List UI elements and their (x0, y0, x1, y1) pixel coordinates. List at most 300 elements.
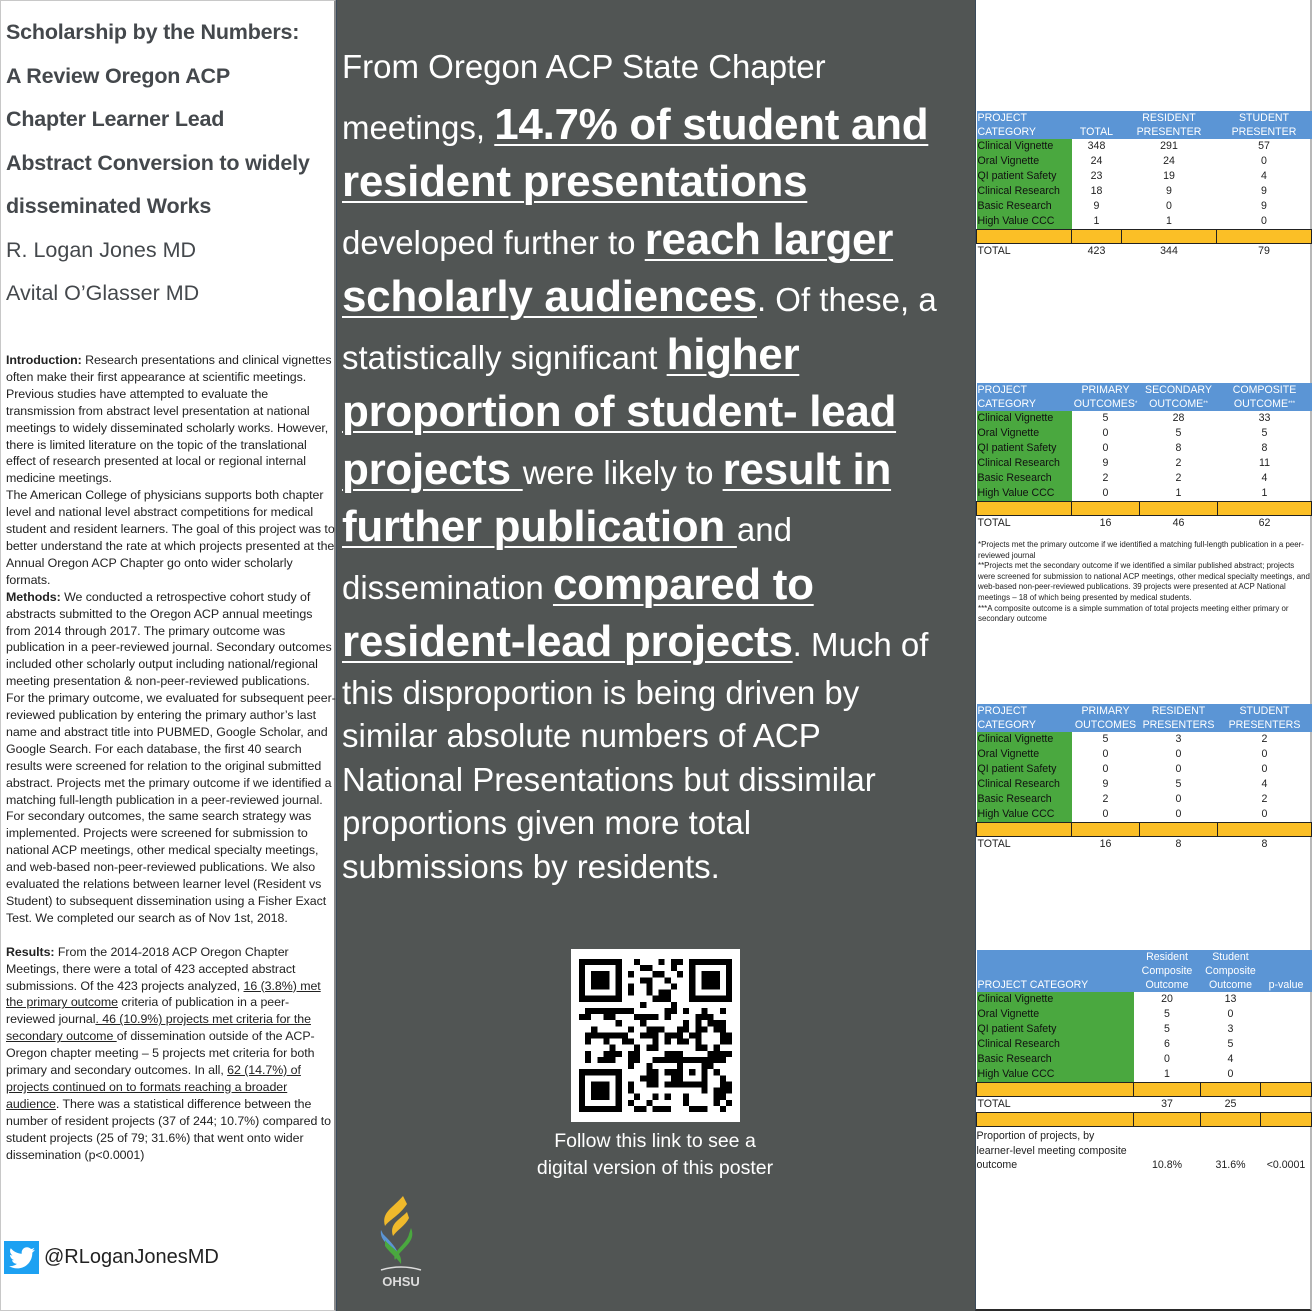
separator-cell (1140, 823, 1218, 837)
value-cell: 5 (1164, 1008, 1170, 1020)
value-cell: 5 (1227, 1038, 1234, 1050)
value-cell: 1 (1093, 215, 1100, 227)
total-value (1261, 1097, 1312, 1113)
key-message-emphasis: proportion of student- lead (342, 387, 897, 436)
qr-module (683, 1039, 689, 1045)
value-cell: 0 (1102, 763, 1109, 775)
value-cell: 5 (1102, 733, 1109, 745)
category-cell: Basic Research (977, 471, 1072, 486)
composite-outcomes-table (976, 950, 1312, 1173)
key-message-text: were likely to (522, 453, 723, 491)
qr-module (610, 1008, 616, 1014)
value-cell: 9 (1102, 778, 1109, 790)
key-message (342, 38, 974, 888)
category-cell: Clinical Vignette (977, 732, 1072, 747)
table-row (977, 411, 1312, 426)
qr-module (585, 1057, 591, 1063)
value-cell: 5 (1175, 778, 1182, 790)
value-cell: 0 (1102, 442, 1109, 454)
qr-module (585, 1032, 591, 1038)
qr-module (726, 1081, 732, 1087)
qr-module (665, 996, 671, 1002)
key-message-line (342, 211, 974, 269)
qr-module (659, 1026, 665, 1032)
qr-caption-line: Follow this link to see a (554, 1130, 756, 1152)
value-cell: 0 (1261, 748, 1268, 760)
qr-module (701, 1026, 707, 1032)
key-message-line (342, 268, 974, 326)
ohsu-logo (371, 1190, 431, 1290)
qr-module (665, 1032, 671, 1038)
column-header: PROJECT CATEGORY (977, 383, 1072, 411)
qr-module (646, 1069, 652, 1075)
category-cell: Oral Vignette (977, 747, 1072, 762)
poster-title-line: disseminated Works (6, 194, 212, 218)
value-cell: 348 (1087, 140, 1106, 152)
key-message-line (342, 326, 974, 384)
qr-module (665, 1081, 671, 1087)
qr-module (652, 1094, 658, 1100)
qr-module (591, 1081, 609, 1099)
table-footnotes (978, 540, 1310, 625)
category-cell: Clinical Research (977, 456, 1072, 471)
qr-module (695, 1032, 701, 1038)
value-cell: 18 (1090, 185, 1103, 197)
qr-module (597, 1008, 603, 1014)
total-row (977, 516, 1312, 532)
value-cell: 9 (1166, 185, 1172, 197)
table-row (977, 169, 1312, 184)
qr-module (646, 990, 652, 996)
key-message-line: From Oregon ACP State Chapter (342, 48, 826, 85)
qr-module (714, 1051, 720, 1057)
qr-module (708, 1051, 714, 1057)
value-cell: 0 (1175, 793, 1182, 805)
value-cell: 0 (1175, 748, 1182, 760)
column-header: RESIDENT PRESENTER (1122, 111, 1217, 139)
value-cell: 291 (1160, 140, 1178, 152)
qr-module (683, 1020, 689, 1026)
twitter-handle: @RLoganJonesMD (44, 1246, 219, 1268)
value-cell (1261, 1067, 1312, 1083)
separator-row (977, 1083, 1312, 1097)
table-row (977, 199, 1312, 214)
qr-module (634, 1057, 640, 1063)
category-cell: Clinical Research (977, 777, 1072, 792)
qr-module (640, 965, 646, 971)
qr-module (646, 1045, 652, 1051)
qr-module (677, 1051, 683, 1057)
qr-module (597, 1057, 603, 1063)
qr-module (714, 1088, 720, 1094)
separator-cell (1072, 823, 1140, 837)
qr-module (701, 971, 719, 989)
qr-module (646, 983, 652, 989)
qr-module (720, 1039, 726, 1045)
category-cell: Clinical Vignette (977, 139, 1072, 154)
key-message-line: proportions given more total (342, 804, 752, 841)
value-cell: 24 (1163, 155, 1175, 167)
qr-module (659, 1057, 665, 1063)
qr-module (628, 1026, 634, 1032)
separator-row (977, 1113, 1312, 1127)
qr-module (665, 1069, 671, 1075)
qr-module (671, 1069, 677, 1075)
footnote-mark: * (1134, 401, 1138, 407)
qr-module (683, 1094, 689, 1100)
qr-module (726, 1088, 732, 1094)
category-cell: Basic Research (977, 1052, 1134, 1067)
left-column (0, 0, 336, 1311)
footnote: ***A composite outcome is a simple summation of total projects meeting either primary or secondary outcome (978, 603, 1289, 624)
qr-module (726, 1051, 732, 1057)
total-value: 8 (1261, 838, 1268, 850)
key-message-emphasis: resident-lead projects (342, 617, 793, 666)
category-cell: Oral Vignette (977, 154, 1072, 169)
total-label: TOTAL (977, 245, 1011, 257)
qr-module (616, 1020, 622, 1026)
value-cell (1261, 1052, 1312, 1067)
table-row (977, 139, 1312, 154)
qr-module (659, 959, 665, 965)
column-header: Resident Composite Outcome (1134, 950, 1201, 992)
value-cell: 2 (1261, 793, 1268, 805)
separator-cell (1122, 230, 1217, 244)
value-cell: 9 (1102, 457, 1109, 469)
qr-module (689, 1032, 695, 1038)
table-row (977, 1067, 1312, 1083)
value-cell: 5 (1261, 427, 1268, 439)
total-row (977, 837, 1312, 853)
total-label: TOTAL (977, 1098, 1011, 1110)
table-row (977, 1052, 1312, 1067)
key-message-line (342, 441, 974, 499)
qr-module (610, 1051, 616, 1057)
qr-module (610, 1014, 616, 1020)
category-cell: QI patient Safety (977, 1022, 1134, 1037)
category-cell: High Value CCC (977, 214, 1072, 230)
column-header: STUDENT PRESENTER (1217, 111, 1312, 139)
qr-module (677, 959, 683, 965)
value-cell: 0 (1175, 763, 1182, 775)
proportion-value: 31.6% (1215, 1159, 1246, 1171)
qr-module (585, 1008, 591, 1014)
qr-module (714, 1045, 720, 1051)
value-cell: 1 (1175, 487, 1182, 499)
value-cell: 4 (1261, 778, 1268, 790)
key-message-line: submissions by residents. (342, 847, 720, 885)
category-cell: Basic Research (977, 792, 1072, 807)
column-header: PROJECT CATEGORY (977, 950, 1134, 992)
qr-module (634, 959, 640, 965)
qr-module (652, 1081, 658, 1087)
qr-module (640, 1014, 646, 1020)
value-cell: 1 (1261, 487, 1268, 499)
column-header: PROJECT CATEGORY (977, 111, 1072, 139)
qr-module (591, 1008, 597, 1014)
qr-module (708, 1057, 714, 1063)
column-header: p-value (1261, 950, 1312, 992)
key-message-line (342, 96, 974, 154)
total-value: 423 (1087, 245, 1106, 257)
key-message-text: and (736, 511, 792, 548)
qr-module (720, 1026, 726, 1032)
qr-module (659, 990, 665, 996)
qr-module (701, 1045, 707, 1051)
results-highlight: . 46 (10.9%) projects met criteria for the secondary outcome (6, 1012, 311, 1044)
qr-module (640, 1002, 646, 1008)
value-cell: 5 (1175, 427, 1182, 439)
qr-module (714, 1069, 720, 1075)
separator-cell (1217, 230, 1312, 244)
qr-module (708, 1063, 714, 1069)
table-row (977, 1022, 1312, 1037)
key-message-line (342, 556, 974, 614)
qr-module (640, 1032, 646, 1038)
value-cell (1261, 1037, 1312, 1052)
qr-module (720, 1081, 726, 1087)
total-value: 8 (1175, 838, 1182, 850)
category-cell: QI patient Safety (977, 762, 1072, 777)
table-row (977, 762, 1312, 777)
qr-module (646, 1063, 652, 1069)
value-cell: 0 (1261, 215, 1267, 227)
value-cell: 2 (1102, 472, 1109, 484)
qr-module (616, 1008, 622, 1014)
qr-module (591, 1032, 597, 1038)
qr-module (695, 1014, 701, 1020)
qr-module (585, 1014, 591, 1020)
key-message-text: statistically significant (342, 338, 667, 376)
table-row (977, 426, 1312, 441)
center-column (336, 0, 975, 1311)
table-row (977, 777, 1312, 792)
qr-module (628, 1100, 634, 1106)
column-header: STUDENT PRESENTERS (1218, 704, 1312, 732)
qr-module (634, 1051, 640, 1057)
qr-module (695, 1039, 701, 1045)
qr-module (646, 1014, 652, 1020)
value-cell: 57 (1258, 140, 1270, 152)
key-message-emphasis: result in (722, 444, 892, 494)
qr-module (585, 1051, 591, 1057)
category-cell: High Value CCC (977, 1067, 1134, 1083)
value-cell: 28 (1172, 412, 1185, 424)
table-row (977, 992, 1312, 1007)
qr-module (714, 1026, 720, 1032)
qr-module (689, 1106, 695, 1112)
separator-cell (977, 1113, 1134, 1127)
key-message-text: meetings, (342, 108, 495, 146)
value-cell: 23 (1090, 170, 1103, 182)
total-label: TOTAL (977, 838, 1011, 850)
value-cell: 6 (1164, 1038, 1170, 1050)
qr-module (646, 1075, 652, 1081)
qr-module (628, 983, 634, 989)
right-column (975, 0, 1312, 1311)
qr-caption (437, 1128, 873, 1182)
qr-module (726, 1100, 732, 1106)
category-cell: High Value CCC (977, 486, 1072, 502)
value-cell: 2 (1175, 472, 1182, 484)
value-cell: 0 (1166, 200, 1172, 212)
qr-module (628, 1057, 634, 1063)
results-label: Results: (6, 944, 55, 959)
outcomes-table (976, 383, 1312, 531)
results-text: criteria of publication in a peer-reviewed journal (6, 995, 290, 1027)
qr-module (579, 1014, 585, 1020)
value-cell: 0 (1261, 155, 1267, 167)
separator-cell (1218, 502, 1312, 516)
table-header-row (977, 704, 1312, 732)
column-header: RESIDENT PRESENTERS (1140, 704, 1218, 732)
qr-module (591, 1026, 597, 1032)
qr-module (720, 1051, 726, 1057)
qr-module (677, 971, 683, 977)
key-message-text: dissemination (342, 568, 553, 606)
column-header (1218, 383, 1312, 411)
methods-text: We conducted a retrospective cohort study of abstracts submitted to the Oregon ACP annual meetings from 2014 through 2017. The primary outcome was publication in a peer-reviewed journal. Secondary outcomes included other scholarly output including national/regional meeting presentation & non-peer-reviewed publications. (6, 589, 332, 689)
qr-module (659, 1106, 665, 1112)
twitter-link[interactable] (4, 1241, 219, 1274)
ohsu-flame-icon (371, 1190, 431, 1290)
qr-module (628, 1063, 634, 1069)
key-message-line: this disproportion is being driven by (342, 673, 860, 711)
separator-cell (977, 230, 1072, 244)
value-cell: 19 (1163, 170, 1175, 182)
key-message-line (342, 613, 974, 671)
qr-module (720, 1020, 726, 1026)
separator-row (977, 230, 1312, 244)
qr-module (652, 1032, 658, 1038)
value-cell (1261, 1022, 1312, 1037)
results-text: of dissemination outside of the ACP-Oregon chapter meeting – 5 projects met criteria for both primary and secondary outcomes. In all, (6, 1029, 315, 1078)
separator-row (977, 502, 1312, 516)
methods-label: Methods: (6, 589, 61, 604)
qr-module (701, 1106, 707, 1112)
qr-module (695, 1045, 701, 1051)
value-cell: 5 (1102, 412, 1109, 424)
value-cell: 20 (1161, 993, 1173, 1005)
value-cell: 4 (1261, 170, 1267, 182)
separator-cell (977, 823, 1072, 837)
column-header-text: SECONDARY OUTCOME (1145, 384, 1212, 410)
qr-module (634, 1106, 640, 1112)
twitter-bird-icon (4, 1241, 39, 1274)
qr-module (671, 965, 677, 971)
qr-module (652, 1075, 658, 1081)
qr-module (665, 977, 671, 983)
qr-module (603, 1057, 609, 1063)
qr-code-image (578, 959, 733, 1112)
value-cell: 0 (1102, 487, 1109, 499)
table-header-row (977, 950, 1312, 992)
qr-module (646, 977, 652, 983)
qr-module (695, 1106, 701, 1112)
footnote: *Projects met the primary outcome if we identified a matching full-length publication in a peer-reviewed journal (978, 540, 1304, 560)
qr-module (628, 1039, 634, 1045)
key-message-emphasis: 14.7% of student and (494, 99, 929, 149)
separator-cell (1134, 1083, 1201, 1097)
key-message-text: . Of these, a (756, 281, 937, 318)
column-header: PROJECT CATEGORY (977, 704, 1072, 732)
methods-paragraph-2: For the primary outcome, we evaluated for subsequent peer-reviewed publication by entering the primary author’s last name and abstract title into PUBMED, Google Scholar, and Google Search. For each database, the first 40 search results were screened for relation to the original submitted abstract. Projects met the primary outcome if we identified a matching full-length publication in a peer-reviewed journal. For secondary outcomes, the same search strategy was implemented. Projects were screened for submission to national ACP meetings, other medical specialty meetings, and web-based non-peer-reviewed publications. We also evaluated the relations between learner level (Resident vs Student) to subsequent dissemination using a Fisher Exact Test. We completed our search as of Nov 1st, 2018. (6, 691, 336, 925)
qr-module (652, 971, 658, 977)
value-cell: 13 (1224, 993, 1237, 1005)
qr-module (714, 1100, 720, 1106)
qr-code[interactable] (571, 949, 740, 1122)
table-row (977, 456, 1312, 471)
qr-module (671, 1008, 677, 1014)
table-row (977, 747, 1312, 762)
qr-caption-line: digital version of this poster (536, 1157, 774, 1179)
total-value: 25 (1224, 1098, 1237, 1110)
results-highlight: 62 (14.7%) of projects continued on to formats reaching a broader audience (6, 1063, 301, 1111)
qr-module (665, 1039, 671, 1045)
qr-module (671, 1002, 677, 1008)
qr-module (640, 977, 646, 983)
qr-module (708, 1014, 714, 1020)
qr-module (720, 1088, 726, 1094)
qr-module (701, 1014, 707, 1020)
value-cell: 0 (1102, 748, 1109, 760)
value-cell: 3 (1227, 1023, 1234, 1035)
key-message-emphasis: resident presentations (342, 157, 808, 206)
author-name: R. Logan Jones MD (6, 237, 197, 262)
value-cell: 9 (1261, 200, 1267, 212)
category-cell: Clinical Research (977, 184, 1072, 199)
value-cell: 2 (1261, 733, 1268, 745)
poster-title-block (6, 11, 336, 316)
value-cell: 4 (1261, 472, 1268, 484)
qr-module (610, 1057, 616, 1063)
category-cell: Clinical Vignette (977, 411, 1072, 426)
value-cell: 0 (1102, 427, 1109, 439)
separator-cell (1072, 502, 1140, 516)
footnote: **Projects met the secondary outcome if we identified a similar published abstract; projects were screened for submission to national ACP meetings, other medical specialty meetings, and web-based non-peer-reviewed publications. 39 projects were presented at ACP National meetings – 18 of which being presented by medical students. (978, 561, 1310, 602)
value-cell: 8 (1175, 442, 1182, 454)
qr-module (603, 1014, 609, 1020)
key-message-emphasis: reach larger (644, 214, 894, 264)
total-value: 46 (1172, 517, 1185, 529)
qr-module (665, 1057, 671, 1063)
proportion-value: 10.8% (1151, 1159, 1183, 1171)
qr-module (714, 1020, 720, 1026)
qr-module (628, 1088, 634, 1094)
qr-module (695, 1026, 701, 1032)
table-row (977, 807, 1312, 823)
introduction-label: Introduction: (6, 353, 82, 367)
value-cell: 11 (1259, 457, 1270, 469)
qr-module (720, 1094, 726, 1100)
table-header-row (977, 111, 1312, 139)
value-cell: 9 (1093, 200, 1100, 212)
qr-module (659, 996, 665, 1002)
qr-module (597, 1032, 603, 1038)
table-row (977, 1007, 1312, 1022)
key-message-emphasis: projects (342, 444, 523, 494)
qr-module (616, 1051, 622, 1057)
total-value: 16 (1099, 517, 1112, 529)
qr-module (652, 1039, 658, 1045)
qr-module (720, 1075, 726, 1081)
qr-module (665, 1051, 671, 1057)
category-cell: QI patient Safety (977, 441, 1072, 456)
results-paragraph (6, 944, 336, 1164)
category-cell: Oral Vignette (977, 1007, 1134, 1022)
table-row (977, 471, 1312, 486)
qr-module (665, 1014, 671, 1020)
